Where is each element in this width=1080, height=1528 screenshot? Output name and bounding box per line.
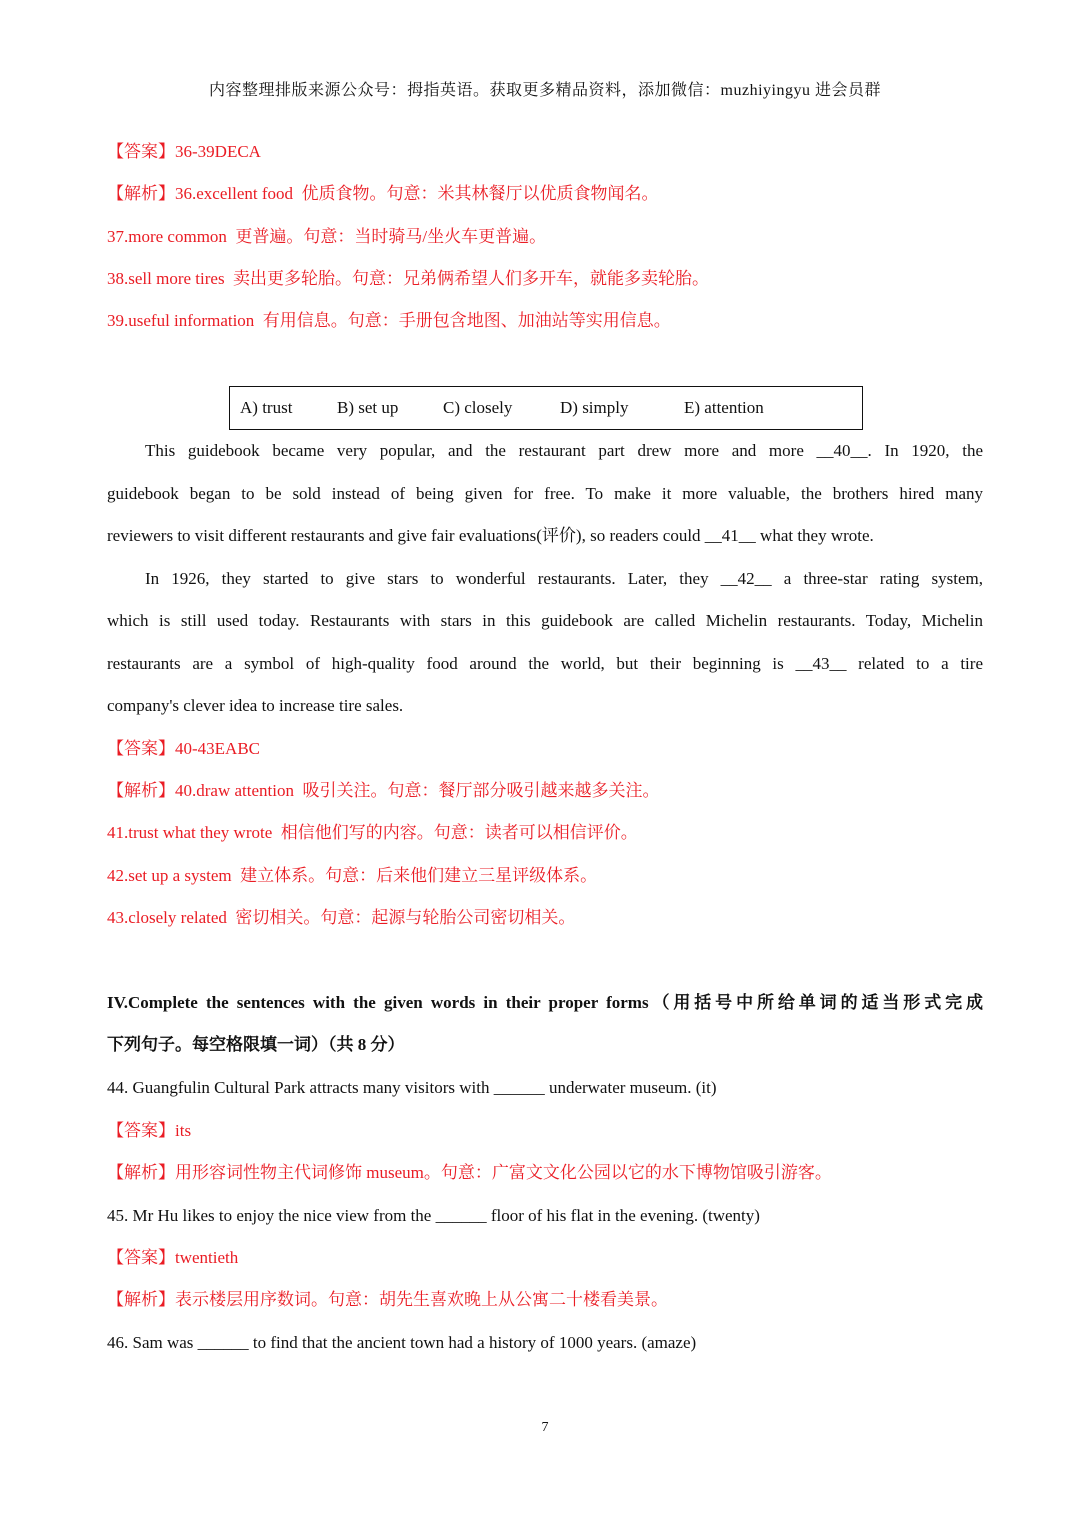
- analysis-37: 37.more common 更普遍。句意：当时骑马/坐火车更普遍。: [107, 227, 547, 246]
- analysis-42: 42.set up a system 建立体系。句意：后来他们建立三星评级体系。: [107, 866, 598, 885]
- passage-p1-line2: guidebook began to be sold instead of being given for free. To make it more valuable, the brothers hired many: [107, 484, 983, 503]
- option-a: A) trust: [240, 398, 293, 417]
- part4-heading-line1: IV.Complete the sentences with the given words in their proper forms（用括号中所给单词的适当形式完成: [107, 993, 983, 1012]
- part4-heading-line2: 下列句子。每空格限填一词）（共 8 分）: [107, 1035, 405, 1054]
- analysis-39: 39.useful information 有用信息。句意：手册包含地图、加油站等实用信息。: [107, 311, 671, 330]
- page-number: 7: [541, 1420, 549, 1435]
- passage-p2-line2: which is still used today. Restaurants with stars in this guidebook are called Michelin restaurants. Today, Michelin: [107, 611, 983, 630]
- passage-p2-line4: company's clever idea to increase tire sales.: [107, 696, 404, 715]
- answer-44: 【答案】its: [107, 1121, 192, 1140]
- passage-p2-line1: In 1926, they started to give stars to wonderful restaurants. Later, they __42__ a three-star rating system,: [145, 569, 983, 588]
- option-c: C) closely: [443, 398, 513, 417]
- question-44: 44. Guangfulin Cultural Park attracts many visitors with ______ underwater museum. (it): [107, 1078, 717, 1097]
- passage-p1-line3: reviewers to visit different restaurants and give fair evaluations(评价), so readers could __41__ what they wrote.: [107, 526, 874, 545]
- analysis-45: 【解析】表示楼层用序数词。句意：胡先生喜欢晚上从公寓二十楼看美景。: [107, 1290, 668, 1309]
- analysis-41: 41.trust what they wrote 相信他们写的内容。句意：读者可以相信评价。: [107, 823, 638, 842]
- analysis-44: 【解析】用形容词性物主代词修饰 museum。句意：广富文文化公园以它的水下博物馆吸引游客。: [107, 1163, 832, 1182]
- analysis-36: 【解析】36.excellent food 优质食物。句意：米其林餐厅以优质食物闻名。: [107, 184, 659, 203]
- option-b: B) set up: [337, 398, 399, 417]
- analysis-38: 38.sell more tires 卖出更多轮胎。句意：兄弟俩希望人们多开车，就能多卖轮胎。: [107, 269, 710, 288]
- answer-45: 【答案】twentieth: [107, 1248, 239, 1267]
- analysis-43: 43.closely related 密切相关。句意：起源与轮胎公司密切相关。: [107, 908, 576, 927]
- answer-40-43: 【答案】40-43EABC: [107, 739, 260, 758]
- passage-p2-line3: restaurants are a symbol of high-quality food around the world, but their beginning is __43__ related to a tire: [107, 654, 983, 673]
- analysis-40: 【解析】40.draw attention 吸引关注。句意：餐厅部分吸引越来越多关注。: [107, 781, 660, 800]
- source-header-note: 内容整理排版来源公众号：拇指英语。获取更多精品资料，添加微信：muzhiyingyu 进会员群: [209, 82, 881, 99]
- question-46: 46. Sam was ______ to find that the ancient town had a history of 1000 years. (amaze): [107, 1333, 697, 1352]
- word-options-box: [229, 386, 863, 430]
- option-d: D) simply: [560, 398, 629, 417]
- option-e: E) attention: [684, 398, 764, 417]
- question-45: 45. Mr Hu likes to enjoy the nice view from the ______ floor of his flat in the evening. (twenty): [107, 1206, 760, 1225]
- answer-36-39: 【答案】36-39DECA: [107, 142, 261, 161]
- passage-p1-line1: This guidebook became very popular, and the restaurant part drew more and more __40__. In 1920, the: [145, 441, 983, 460]
